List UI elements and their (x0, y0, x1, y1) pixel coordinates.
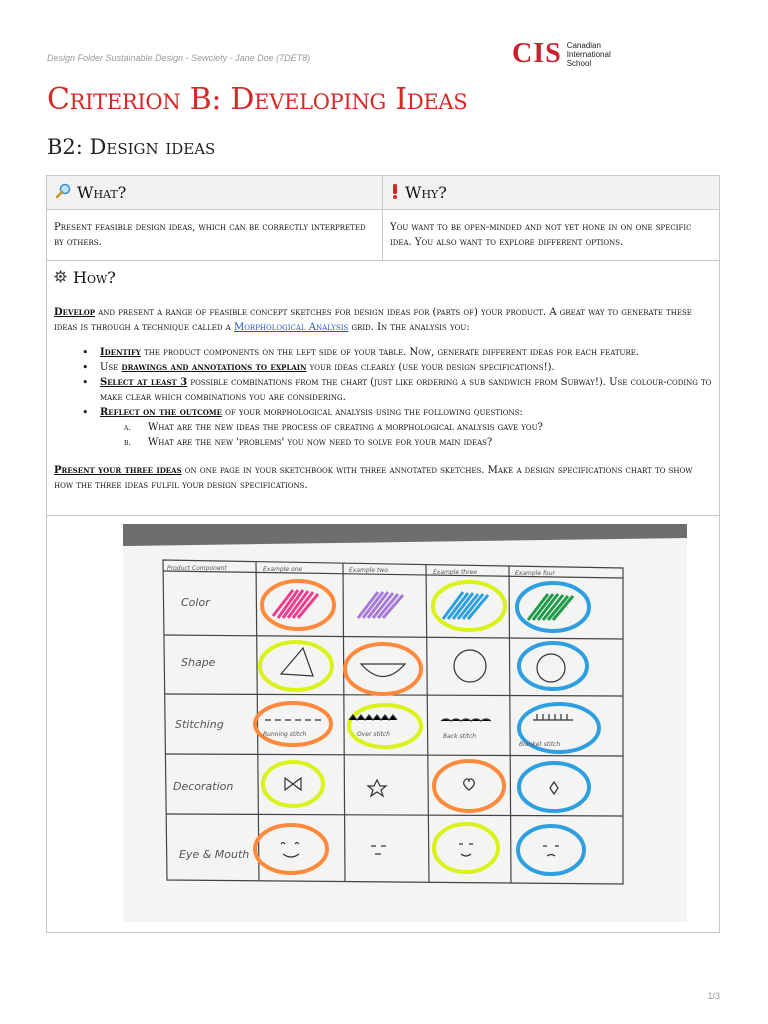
how-intro: Develop and present a range of feasible concept sketches for design ideas for (parts of) your product. A great way to generate these ideas is through a technique called a Morphological Analysis grid. In the analysis you: (54, 307, 692, 333)
stitch-label: Back stitch (443, 733, 477, 740)
stitch-label: Running stitch (263, 731, 307, 738)
chart-header: Example one (263, 566, 303, 573)
document-header: Design Folder Sustainable Design - Sewciety - Jane Doe (7DET8) (47, 53, 311, 63)
why-text: You want to be open-minded and not yet hone in on one specific idea. You also want to explore different options. (390, 222, 692, 248)
chart-header: Product Component (167, 565, 227, 572)
list-item: • Reflect on the outcome of your morphological analysis using the following questions: a. What are the new ideas the process of creating a morphological analysis gave you? b. What are the new 'problems' you now need to solve for your main ideas? (100, 405, 712, 450)
chart-header: Example three (433, 569, 477, 576)
chart-row-label: Decoration (173, 780, 234, 793)
photo-cell (46, 515, 720, 933)
what-cell (47, 176, 383, 260)
page-number: 1/3 (707, 991, 720, 1001)
how-section (46, 260, 720, 516)
page-title: Criterion B: Developing Ideas (47, 82, 468, 117)
what-why-row (46, 175, 720, 261)
chart-row-label: Color (181, 596, 210, 609)
list-item: • Use drawings and annotations to explain your ideas clearly (use your design specifications!). (100, 360, 712, 375)
list-item: • Select at least 3 possible combinations from the chart (just like ordering a sub sandwich from Subway!). Use colour-coding to make clear which combinations you are considering. (100, 375, 712, 405)
what-text: Present feasible design ideas, which can be correctly interpreted by others. (54, 222, 366, 248)
chart-header: Example four (515, 570, 555, 577)
list-item: a. What are the new ideas the process of creating a morphological analysis gave you? (124, 422, 543, 433)
how-heading: How? (54, 268, 712, 287)
how-bullet-list (54, 345, 712, 450)
why-heading: Why? (383, 176, 719, 210)
section-subtitle: B2: Design ideas (47, 135, 216, 159)
how-outro: Present your three ideas on one page in your sketchbook with three annotated sketches. Make a design specifications chart to show how the three ideas fulfil your design specifications. (54, 465, 693, 491)
stitch-label: Over stitch (357, 731, 390, 738)
list-item: • Identify the product components on the left side of your table. Now, generate different ideas for each feature. (100, 345, 712, 360)
morphological-analysis-link[interactable]: Morphological Analysis (233, 322, 349, 333)
logo-text: Canadian International School (566, 40, 611, 68)
school-logo (512, 40, 611, 68)
chart-header: Example two (349, 567, 388, 574)
what-heading: What? (47, 176, 382, 210)
why-cell (383, 176, 719, 260)
morphological-chart-photo (123, 524, 687, 922)
reflection-questions (100, 420, 712, 450)
list-item: b. What are the new 'problems' you now need to solve for your main ideas? (124, 437, 493, 448)
chart-row-label: Eye & Mouth (179, 848, 250, 861)
magnifier-icon (55, 183, 71, 203)
chart-row-label: Stitching (175, 718, 224, 731)
stitch-label: Blanket stitch (519, 741, 561, 748)
chart-row-label: Shape (181, 656, 216, 669)
exclamation-icon (391, 183, 399, 203)
logo-mark: CIS (512, 38, 562, 69)
gear-icon (54, 268, 67, 287)
